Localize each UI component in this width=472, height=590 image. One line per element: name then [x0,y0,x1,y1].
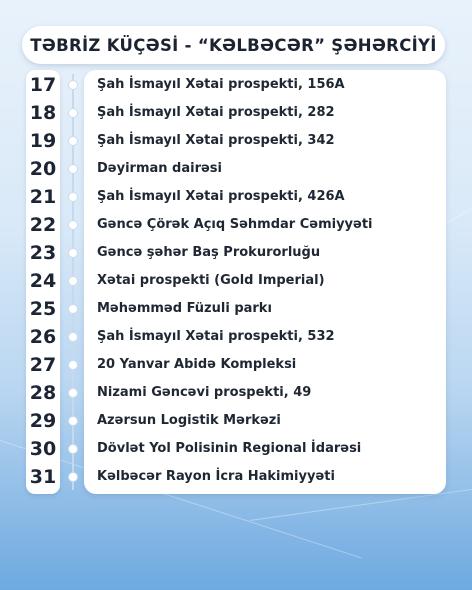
stop-dot-icon [68,416,78,426]
stop-number: 27 [29,354,57,376]
stop-number: 26 [29,326,57,348]
stop-name: Nizami Gəncəvi prospekti, 49 [97,385,312,400]
stop-row [0,295,472,323]
stop-number: 24 [29,270,57,292]
stop-dot-icon [68,304,78,314]
stop-name: Gəncə Çörək Açıq Səhmdar Cəmiyyəti [97,217,373,232]
stop-row [0,239,472,267]
stop-name: Gəncə şəhər Baş Prokurorluğu [97,245,321,260]
stop-row [0,183,472,211]
stop-row [0,351,472,379]
stop-dot-icon [68,444,78,454]
stop-number: 19 [29,130,57,152]
stop-dot-icon [68,164,78,174]
stop-dot-icon [68,332,78,342]
stop-row [0,155,472,183]
stop-row [0,379,472,407]
stop-dot-icon [68,220,78,230]
stop-name: Kəlbəcər Rayon İcra Hakimiyyəti [97,469,335,484]
stop-number: 25 [29,298,57,320]
stop-row [0,211,472,239]
stop-name: Azərsun Logistik Mərkəzi [97,413,281,428]
route-title: TƏBRİZ KÜÇƏSİ - “KƏLBƏCƏR” ŞƏHƏRCİYİ [22,26,445,64]
stop-dot-icon [68,136,78,146]
stop-name: Şah İsmayıl Xətai prospekti, 532 [97,329,335,344]
stop-name: Şah İsmayıl Xətai prospekti, 282 [97,105,335,120]
stop-number: 30 [29,438,57,460]
stop-name: Xətai prospekti (Gold Imperial) [97,273,325,288]
stop-row [0,407,472,435]
stop-dot-icon [68,360,78,370]
stop-row [0,127,472,155]
stop-name: Dövlət Yol Polisinin Regional İdarəsi [97,441,362,456]
stop-name: 20 Yanvar Abidə Kompleksi [97,357,297,372]
stop-name: Şah İsmayıl Xətai prospekti, 426A [97,189,345,204]
stop-row [0,267,472,295]
stop-row [0,463,472,491]
stop-number: 17 [29,74,57,96]
stop-dot-icon [68,248,78,258]
stop-name: Şah İsmayıl Xətai prospekti, 342 [97,133,335,148]
stop-dot-icon [68,276,78,286]
stop-dot-icon [68,192,78,202]
stop-name: Dəyirman dairəsi [97,161,223,176]
stop-number: 22 [29,214,57,236]
stop-name: Şah İsmayıl Xətai prospekti, 156A [97,77,345,92]
stop-dot-icon [68,108,78,118]
stop-number: 18 [29,102,57,124]
stop-row [0,323,472,351]
stop-dot-icon [68,388,78,398]
stop-dot-icon [68,80,78,90]
stop-row [0,71,472,99]
stop-number: 29 [29,410,57,432]
stop-number: 20 [29,158,57,180]
stop-row [0,99,472,127]
stop-number: 31 [29,466,57,488]
stop-number: 23 [29,242,57,264]
stop-dot-icon [68,472,78,482]
stop-number: 28 [29,382,57,404]
stop-name: Məhəmməd Füzuli parkı [97,301,272,316]
stop-number: 21 [29,186,57,208]
stop-row [0,435,472,463]
